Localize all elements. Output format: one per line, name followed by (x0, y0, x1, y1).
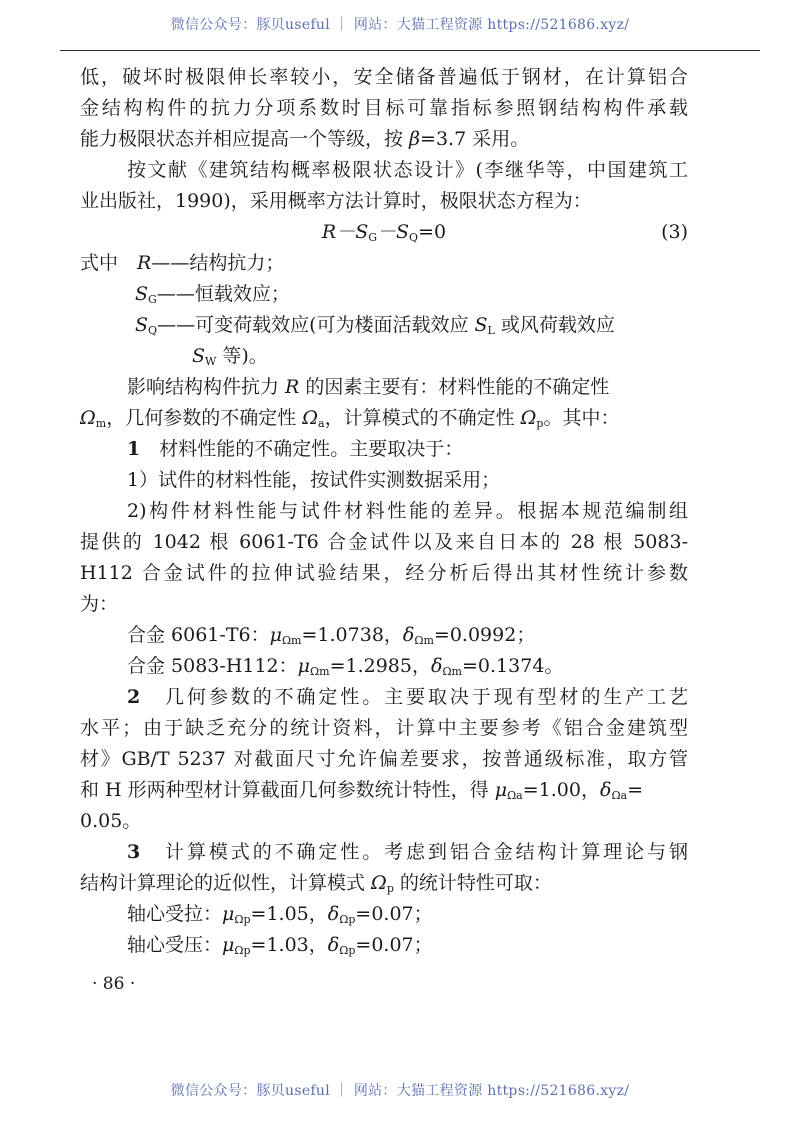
document-body (80, 62, 688, 1000)
text-line: 和 H 形两种型材计算截面几何参数统计特性，得 $\mu_{\Omega a}=1.00$，$\delta_{\Omega a}=$ (80, 779, 644, 802)
text-line: 材》GB/T 5237 对截面尺寸允许偏差要求，按普通级标准，取方管 (80, 748, 688, 770)
text-line: 业出版社，1990)，采用概率方法计算时，极限状态方程为： (80, 190, 592, 212)
formula-line: 合金 5083-H112：$\mu_{\Omega m}=1.2985$，$\delta_{\Omega m}=0.1374$。 (127, 655, 564, 678)
text-line: 1）试件的材料性能，按试件实测数据采用； (127, 469, 501, 491)
section-heading: 3 计算模式的不确定性。考虑到铝合金结构计算理论与钢 (127, 841, 688, 863)
symbol-definition: $S_G——$恒载效应； (135, 283, 290, 306)
watermark-top: 微信公众号：豚贝useful ｜ 网站：大猫工程资源 https://521686.xyz/ (170, 17, 630, 33)
section-heading: 2 几何参数的不确定性。主要取决于现有型材的生产工艺 (127, 686, 688, 708)
symbol-definition: $S_Q——$可变荷载效应(可为楼面活载效应 $S_L$ 或风荷载效应 (135, 314, 615, 337)
section-heading: 1 材料性能的不确定性。主要取决于： (127, 438, 464, 460)
equation-number: (3) (661, 221, 688, 243)
text-line: 2)构件材料性能与试件材料性能的差异。根据本规范编制组 (127, 500, 688, 522)
text-line: 结构计算理论的近似性，计算模式 $\Omega_p$ 的统计特性可取： (80, 872, 552, 895)
text-line: 0.05。 (80, 810, 142, 832)
page-number: · 86 · (92, 974, 136, 994)
formula-line: 合金 6061-T6：$\mu_{\Omega m}=1.0738$，$\delta_{\Omega m}=0.0992$； (127, 624, 536, 647)
text-line: 低，破坏时极限伸长率较小，安全储备普遍低于钢材，在计算铝合 (80, 66, 688, 88)
symbol-definition: $S_W$ 等)。 (192, 345, 268, 368)
text-line: $\Omega_m$，几何参数的不确定性 $\Omega_a$，计算模式的不确定性 $\Omega_p$。其中： (80, 407, 620, 430)
formula-line: 轴心受压：$\mu_{\Omega p}=1.03$，$\delta_{\Omega p}=0.07$； (127, 934, 433, 957)
text-line: 水平；由于缺乏充分的统计资料，计算中主要参考《铝合金建筑型 (80, 717, 688, 739)
text-line: 提供的 1042 根 6061-T6 合金试件以及来自日本的 28 根 5083- (80, 531, 688, 553)
text-line: 为： (80, 593, 119, 615)
equation-3: $R-S_G-S_Q=0$ (3) (80, 217, 688, 248)
text-line: 影响结构构件抗力 R 的因素主要有：材料性能的不确定性 (127, 376, 610, 398)
watermark-bottom: 微信公众号：豚贝useful ｜ 网站：大猫工程资源 https://521686.xyz/ (170, 1083, 630, 1099)
symbol-definition: 式中 R——结构抗力； (80, 252, 285, 274)
text-line: 按文献《建筑结构概率极限状态设计》(李继华等，中国建筑工 (127, 159, 688, 181)
text-line: H112 合金试件的拉伸试验结果，经分析后得出其材性统计参数 (80, 562, 688, 584)
formula-line: 轴心受拉：$\mu_{\Omega p}=1.05$，$\delta_{\Omega p}=0.07$； (127, 903, 433, 926)
text-line: 金结构构件的抗力分项系数时目标可靠指标参照钢结构构件承载 (80, 97, 688, 119)
header-rule (60, 50, 760, 51)
text-line: 能力极限状态并相应提高一个等级，按 β=3.7 采用。 (80, 128, 530, 150)
